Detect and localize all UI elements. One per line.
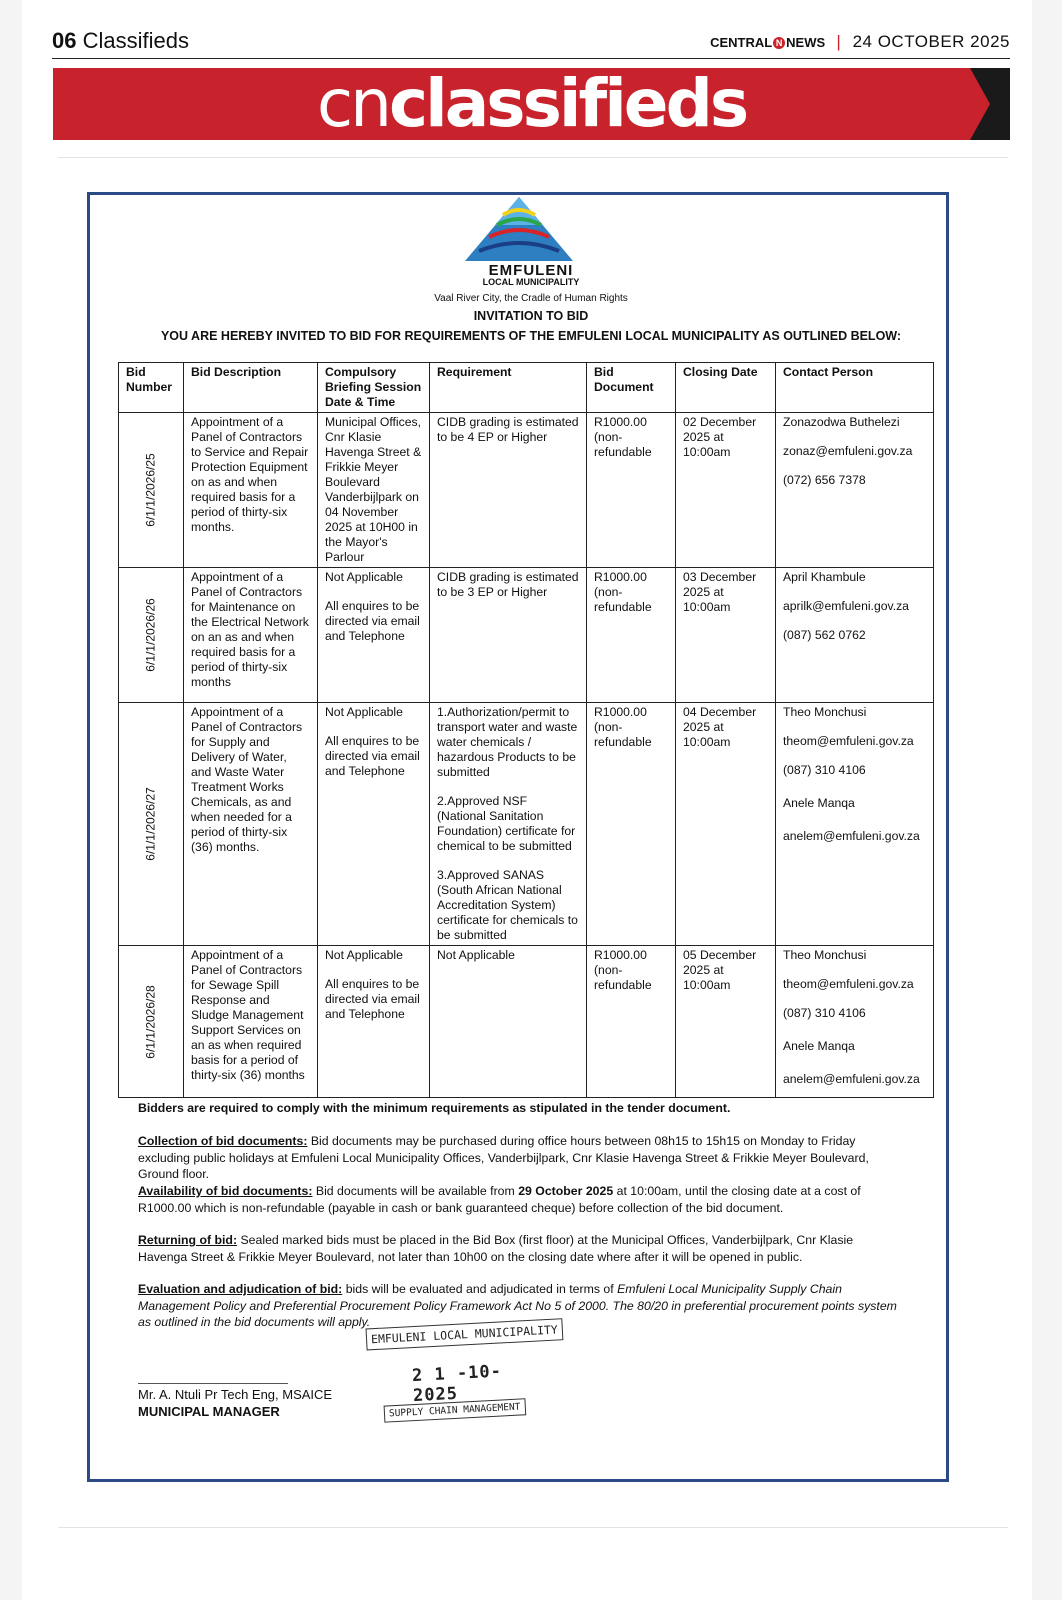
- requirement-text: 1.Authorization/permit to transport water and waste water chemicals / hazardous Products to be submitted: [437, 705, 578, 779]
- returning-text: Sealed marked bids must be placed in the Bid Box (first floor) at the Municipal Offices, Vanderbijlpark, Cnr Klasie Havenga Street & Frikkie Meyer Boulevard, not later than 10h00 on the closing date where after it will be opened in public.: [138, 1233, 854, 1264]
- contact-detail: (087) 310 4106: [783, 763, 866, 777]
- contact-detail: zonaz@emfuleni.gov.za: [783, 444, 913, 458]
- newspaper-brand: [710, 35, 825, 50]
- evaluation-label: Evaluation and adjudication of bid:: [138, 1282, 343, 1296]
- closing-date: 02 December 2025 at 10:00am: [676, 413, 776, 568]
- collection-note: [138, 1133, 902, 1183]
- briefing-cell: [318, 568, 430, 703]
- signatory-name: Mr. A. Ntuli Pr Tech Eng, MSAICE: [138, 1387, 333, 1402]
- contact-detail: (087) 310 4106: [783, 1006, 866, 1020]
- notice-title: INVITATION TO BID: [473, 309, 589, 323]
- divider: [58, 1527, 1008, 1528]
- bid-number: 6/1/1/2026/25: [143, 453, 158, 527]
- availability-label: Availability of bid documents:: [138, 1184, 313, 1198]
- requirement-text: 3.Approved SANAS (South African National Accreditation System) certificate for chemicals to be submitted: [437, 868, 578, 942]
- compliance-note: Bidders are required to comply with the minimum requirements as stipulated in the tender document.: [138, 1101, 731, 1115]
- closing-date: 03 December 2025 at 10:00am: [676, 568, 776, 703]
- requirement-cell: [430, 413, 587, 568]
- brand-left: CENTRAL: [710, 35, 773, 50]
- contact-detail: Anele Manqa: [783, 1039, 855, 1053]
- contact-detail: anelem@emfuleni.gov.za: [783, 829, 920, 843]
- collection-text: Bid documents may be purchased during office hours between 08h15 to 15h15 on Monday to Friday excluding public holidays at Emfuleni Local Municipality Offices, Vanderbijlpark, Cnr Klasie Havenga Street & Frikkie Meyer Boulevard, Ground floor.: [138, 1134, 869, 1181]
- bid-description: Appointment of a Panel of Contractors to Service and Repair Protection Equipment on as and when required basis for a period of thirty-six months.: [184, 413, 318, 568]
- table-row: [119, 568, 934, 703]
- issue-date: 24 OCTOBER 2025: [852, 32, 1010, 51]
- contact-detail: theom@emfuleni.gov.za: [783, 734, 914, 748]
- collection-label: Collection of bid documents:: [138, 1134, 308, 1148]
- page-header: [52, 28, 1010, 59]
- brand-right: NEWS: [786, 35, 826, 50]
- bid-number-cell: [119, 413, 184, 568]
- contact-cell: [776, 703, 934, 946]
- briefing-cell: [318, 946, 430, 1098]
- requirement-text: CIDB grading is estimated to be 3 EP or Higher: [437, 570, 579, 599]
- contact-detail: Theo Monchusi: [783, 705, 867, 719]
- header-briefing: Compulsory Briefing Session Date & Time: [318, 363, 430, 413]
- contact-detail: Anele Manqa: [783, 796, 855, 810]
- requirement-text: 2.Approved NSF (National Sanitation Foundation) certificate for chemical to be submitted: [437, 794, 576, 853]
- contact-cell: [776, 568, 934, 703]
- masthead-info: [710, 32, 1010, 52]
- org-motto: Vaal River City, the Cradle of Human Rights: [434, 293, 628, 304]
- emfuleni-logo-icon: [463, 195, 575, 265]
- table-row: [119, 946, 934, 1098]
- requirement-cell: [430, 946, 587, 1098]
- closing-date: 05 December 2025 at 10:00am: [676, 946, 776, 1098]
- contact-detail: April Khambule: [783, 570, 866, 584]
- briefing-text: All enquires to be directed via email and Telephone: [325, 734, 420, 778]
- requirement-text: CIDB grading is estimated to be 4 EP or Higher: [437, 415, 579, 444]
- bid-document-fee: R1000.00 (non-refundable: [587, 946, 676, 1098]
- availability-text: Bid documents will be available from: [312, 1184, 519, 1198]
- header-contact-person: Contact Person: [776, 363, 934, 413]
- table-row: [119, 413, 934, 568]
- page-section-label: [52, 28, 189, 54]
- bid-number-cell: [119, 946, 184, 1098]
- header-separator: |: [836, 32, 842, 51]
- contact-cell: [776, 946, 934, 1098]
- bid-document-fee: R1000.00 (non-refundable: [587, 703, 676, 946]
- requirement-cell: [430, 568, 587, 703]
- header-requirement: Requirement: [430, 363, 587, 413]
- briefing-text: All enquires to be directed via email and Telephone: [325, 599, 420, 643]
- bid-table: [118, 362, 934, 1098]
- briefing-text: Not Applicable: [325, 570, 403, 584]
- briefing-cell: [318, 703, 430, 946]
- banner-title-main: classifieds: [389, 65, 747, 142]
- banner-title-prefix: cn: [316, 65, 389, 142]
- returning-label: Returning of bid:: [138, 1233, 238, 1247]
- briefing-text: All enquires to be directed via email and Telephone: [325, 977, 420, 1021]
- brand-logo-icon: N: [773, 37, 785, 49]
- bid-number: 6/1/1/2026/27: [143, 787, 158, 861]
- section-name: Classifieds: [82, 28, 189, 53]
- evaluation-text: bids will be evaluated and adjudicated in terms of: [342, 1282, 618, 1296]
- signature-line: [138, 1383, 288, 1384]
- org-subtitle: LOCAL MUNICIPALITY: [482, 277, 580, 287]
- contact-detail: Zonazodwa Buthelezi: [783, 415, 900, 429]
- briefing-cell: [318, 413, 430, 568]
- official-stamp: [365, 1320, 559, 1429]
- bid-description: Appointment of a Panel of Contractors for Sewage Spill Response and Sludge Management Support Services on an as when required basis for a period of thirty-six (36) months: [184, 946, 318, 1098]
- classifieds-banner: [53, 65, 1010, 142]
- availability-note: [138, 1183, 902, 1216]
- contact-detail: (072) 656 7378: [783, 473, 866, 487]
- page-number: 06: [52, 28, 77, 53]
- requirement-text: Not Applicable: [437, 948, 515, 962]
- table-body: [119, 413, 934, 1098]
- bid-document-fee: R1000.00 (non-refundable: [587, 413, 676, 568]
- org-name: EMFULENI: [488, 262, 574, 279]
- signatory-title: MUNICIPAL MANAGER: [138, 1404, 280, 1419]
- header-bid-description: Bid Description: [184, 363, 318, 413]
- contact-detail: Theo Monchusi: [783, 948, 867, 962]
- returning-note: [138, 1232, 902, 1265]
- header-bid-document: Bid Document: [587, 363, 676, 413]
- banner-arrow-icon: [970, 68, 1010, 140]
- stamp-department: SUPPLY CHAIN MANAGEMENT: [384, 1398, 526, 1422]
- bid-description: Appointment of a Panel of Contractors for Supply and Delivery of Water, and Waste Water Treatment Works Chemicals, as and when needed for a period of thirty-six (36) months.: [184, 703, 318, 946]
- availability-text-cont: at 10:00am, until the closing date at a cost of R1000.00 which is non-refundable (payable in cash or bank guaranteed cheque) before collection of the bid document.: [138, 1184, 861, 1215]
- bid-number-cell: [119, 703, 184, 946]
- divider: [58, 157, 1008, 158]
- briefing-text: Municipal Offices, Cnr Klasie Havenga Street & Frikkie Meyer Boulevard Vanderbijlpark on 04 November 2025 at 10H00 in the Mayor's Parlour: [325, 415, 422, 564]
- notice-subtitle: YOU ARE HEREBY INVITED TO BID FOR REQUIREMENTS OF THE EMFULENI LOCAL MUNICIPALITY AS OUTLINED BELOW:: [160, 329, 902, 343]
- table-header-row: [119, 363, 934, 413]
- bid-description: Appointment of a Panel of Contractors for Maintenance on the Electrical Network on an as and when required basis for a period of thirty-six months: [184, 568, 318, 703]
- header-bid-number: Bid Number: [119, 363, 184, 413]
- contact-cell: [776, 413, 934, 568]
- bid-number: 6/1/1/2026/26: [143, 598, 158, 672]
- contact-detail: anelem@emfuleni.gov.za: [783, 1072, 920, 1086]
- bid-document-fee: R1000.00 (non-refundable: [587, 568, 676, 703]
- contact-detail: theom@emfuleni.gov.za: [783, 977, 914, 991]
- contact-detail: aprilk@emfuleni.gov.za: [783, 599, 909, 613]
- header-closing-date: Closing Date: [676, 363, 776, 413]
- briefing-text: Not Applicable: [325, 705, 403, 719]
- briefing-text: Not Applicable: [325, 948, 403, 962]
- evaluation-policy-text: Emfuleni Local Municipality Supply Chain Management Policy and Preferential Procurement Policy Framework Act No 5 of 2000. The 80/20 in preferential procurement points system as outlined in the bid documents will apply.: [138, 1282, 897, 1329]
- bid-number-cell: [119, 568, 184, 703]
- contact-detail: (087) 562 0762: [783, 628, 866, 642]
- bid-number: 6/1/1/2026/28: [143, 984, 158, 1059]
- closing-date: 04 December 2025 at 10:00am: [676, 703, 776, 946]
- table-row: [119, 703, 934, 946]
- availability-date: 29 October 2025: [518, 1184, 614, 1198]
- banner-title: [53, 65, 1010, 142]
- stamp-org: EMFULENI LOCAL MUNICIPALITY: [365, 1318, 563, 1350]
- stamp-date: 2 1 -10- 2025: [411, 1361, 503, 1407]
- requirement-cell: [430, 703, 587, 946]
